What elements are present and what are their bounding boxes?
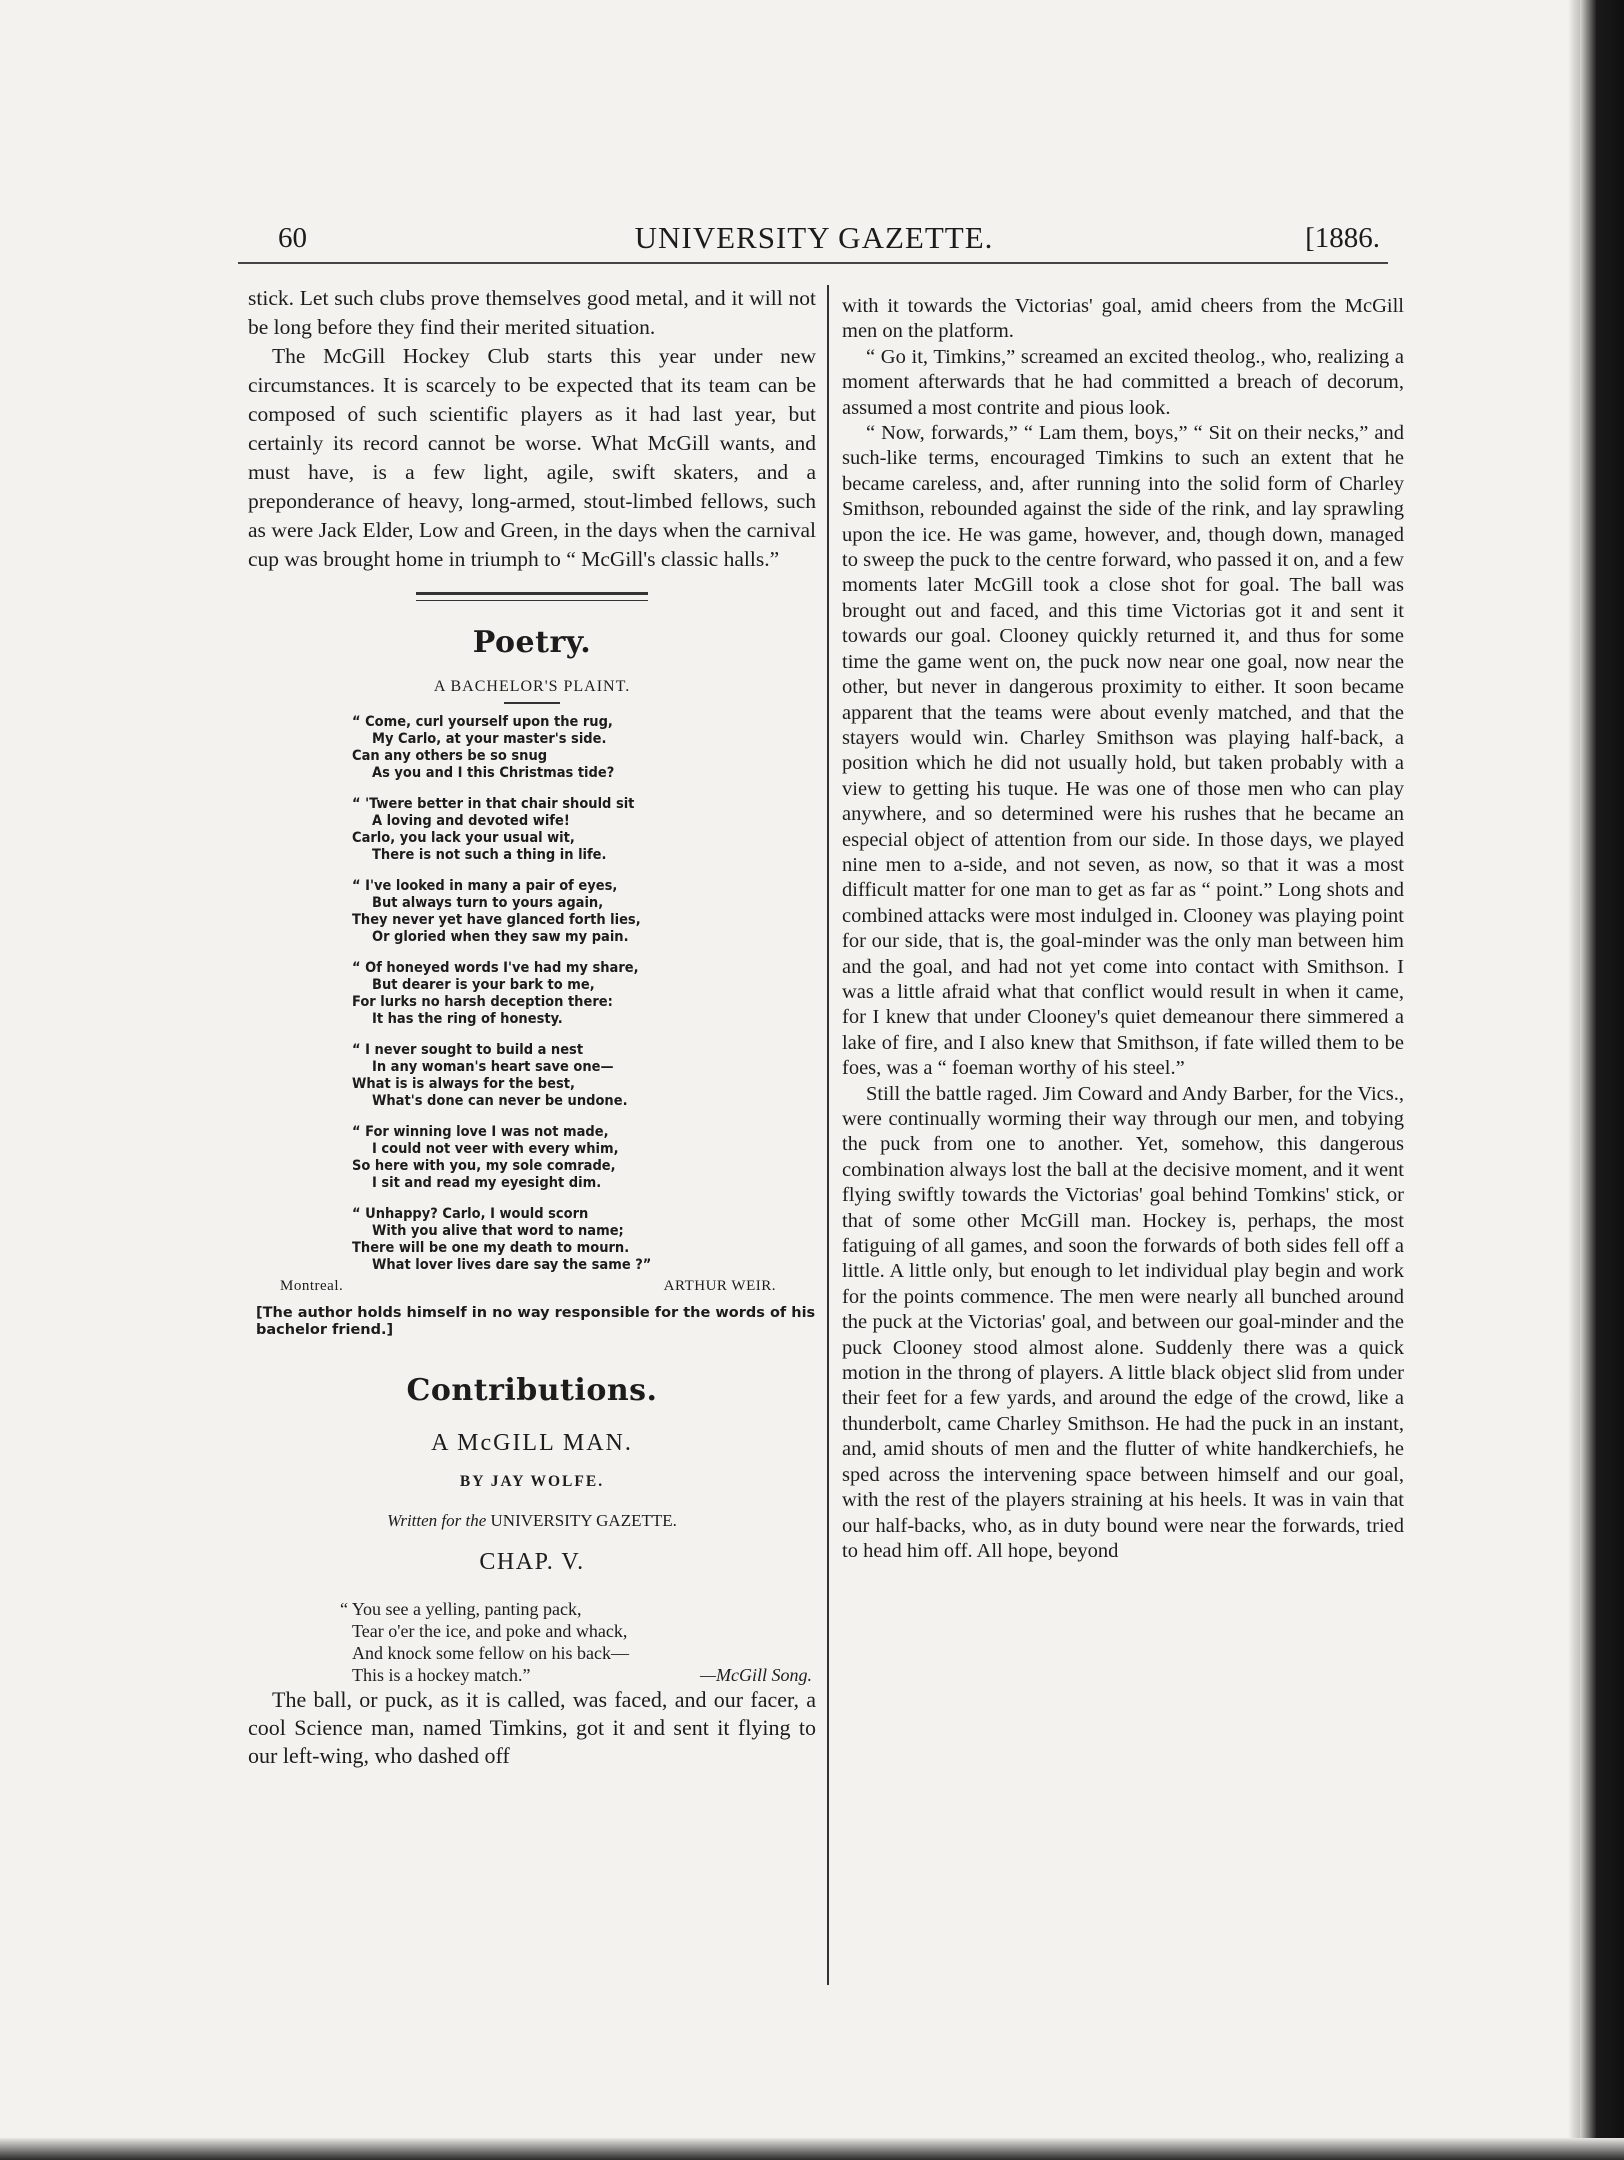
poem-stanza — [352, 1124, 712, 1192]
written-for-line — [248, 1511, 816, 1531]
epigraph-source: —McGill Song. — [700, 1665, 812, 1685]
poem-line: “ 'Twere better in that chair should sit — [352, 796, 635, 812]
epigraph-line: Tear o'er the ice, and poke and whack, — [352, 1621, 628, 1641]
poem-line: In any woman's heart save one— — [372, 1059, 614, 1075]
editor-note: [The author holds himself in no way responsible for the words of his bachelor friend.] — [256, 1305, 816, 1338]
poem-stanza — [352, 714, 712, 782]
article-byline: BY JAY WOLFE. — [459, 1473, 605, 1490]
poem-signature — [280, 1278, 776, 1295]
written-for-italic: Written for the — [387, 1511, 487, 1530]
poem-stanza — [352, 878, 712, 946]
section-rule — [416, 592, 648, 601]
poem-line: What lover lives dare say the same ?” — [372, 1257, 652, 1273]
poem-line: Can any others be so snug — [352, 748, 548, 764]
page-edge — [1580, 0, 1624, 2160]
poem-line: “ I never sought to build a nest — [352, 1042, 584, 1058]
poem-line: My Carlo, at your master's side. — [372, 731, 607, 747]
poem-line: “ Unhappy? Carlo, I would scorn — [352, 1206, 589, 1222]
poem-author: ARTHUR WEIR. — [663, 1278, 776, 1294]
poem-line: I sit and read my eyesight dim. — [372, 1175, 602, 1191]
poem-line: What is is always for the best, — [352, 1076, 575, 1092]
story-paragraph: Still the battle raged. Jim Coward and Andy Barber, for the Vics., were continually worming their way through our men, and tobying the puck from one to another. Yet, somehow, this dangerous combination always lost the ball at the decisive moment, and it went flying swiftly towards the Victorias' goal behind Tomkins' stick, or that of some other McGill man. Hockey is, perhaps, the most fatiguing of all games, and soon the forwards of both sides fell off a little. A little only, but enough to let individual play begin and work for the points commence. The men were nearly all bunched around the puck at the Victorias' goal, and between our goal-minder and the puck Clooney stood almost alone. Suddenly there was a quick motion in the throng of players. A little black object slid from under their feet for a few yards, and around the edge of the crowd, like a thunderbolt, came Charley Smithson. He had the puck in an instant, and, amid shouts of men and the flutter of white handkerchiefs, he sped across the intervening space between himself and our goal, with the rest of the players straining at his heels. It was in vain that our half-backs, who, as in duty bound were near the forwards, tried to head him off. All hope, beyond — [842, 1082, 1404, 1562]
poem-line: Or gloried when they saw my pain. — [372, 929, 629, 945]
poem-place: Montreal. — [280, 1278, 344, 1294]
poem-line: It has the ring of honesty. — [372, 1011, 563, 1027]
poem-stanza — [352, 796, 712, 864]
story-paragraph: with it towards the Victorias' goal, amid cheers from the McGill men on the platform. — [842, 295, 1404, 343]
hockey-club-paragraph: The McGill Hockey Club starts this year under new circumstances. It is scarcely to be expected that its team can be composed of such scientific players as it had last year, but certainly its record cannot be worse. What McGill wants, and must have, is a few light, agile, swift skaters, and a preponderance of heavy, long-armed, stout-limbed fellows, such as were Jack Elder, Low and Green, in the days when the carnival cup was brought home in triumph to “ McGill's classic halls.” — [248, 344, 816, 571]
header-rule — [238, 262, 1388, 264]
chapter-opening-paragraph: The ball, or puck, as it is called, was faced, and our facer, a cool Science man, named Timkins, got it and sent it flying to our left-wing, who dashed off — [248, 1687, 816, 1768]
contributions-heading: Contributions. — [406, 1373, 658, 1408]
written-for-publication: UNIVERSITY GAZETTE. — [490, 1511, 677, 1530]
bottom-edge — [0, 2138, 1624, 2160]
poem-line: For lurks no harsh deception there: — [352, 994, 613, 1010]
article-title: A McGILL MAN. — [431, 1430, 633, 1456]
poem-line: They never yet have glanced forth lies, — [352, 912, 641, 928]
poem-line: I could not veer with every whim, — [372, 1141, 619, 1157]
poem-line: But dearer is your bark to me, — [372, 977, 595, 993]
poem-line: There is not such a thing in life. — [372, 847, 607, 863]
poem-line: “ Of honeyed words I've had my share, — [352, 960, 639, 976]
poem-title: A BACHELOR'S PLAINT. — [433, 678, 631, 695]
poem-line: As you and I this Christmas tide? — [372, 765, 615, 781]
column-divider — [827, 285, 829, 1985]
poem-stanza — [352, 1206, 712, 1274]
epigraph — [340, 1598, 816, 1686]
left-column — [248, 284, 816, 1770]
poem-stanza — [352, 1042, 712, 1110]
poem-title-rule — [504, 702, 560, 704]
poem-line: So here with you, my sole comrade, — [352, 1158, 616, 1174]
poem-line: “ I've looked in many a pair of eyes, — [352, 878, 618, 894]
epigraph-last-line — [340, 1664, 812, 1686]
page-number: 60 — [278, 222, 307, 254]
header-year: [1886. — [1305, 222, 1380, 254]
story-paragraph: “ Now, forwards,” “ Lam them, boys,” “ Sit on their necks,” and such-like terms, encouraged Timkins to such an extent that he became careless, and, after running into the solid form of Charley Smithson, rebounded against the side of the rink, and lay sprawling upon the ice. He was game, however, and, though down, managed to sweep the puck to the centre forward, who passed it on, and a few moments later McGill took a close shot for goal. The ball was brought out and faced, and this time Victorias got it and sent it towards our goal. Clooney quickly returned it, and thus for some time the game went on, the puck now near one goal, now near the other, but never in dangerous proximity to either. It soon became apparent that the teams were about evenly matched, and that the stayers would win. Charley Smithson was playing half-back, a position which he did not usually hold, but taken probably with a view to getting his tuque. He was one of those men who can play anywhere, and so determined were his rushes that he became an especial object of attention from our side. In those days, we played nine men to a-side, and not seven, as now, so that it was a most difficult matter for one man to get as far as “ point.” Long shots and combined attacks were most indulged in. Clooney was playing point for our side, that is, the goal-minder was the only man between him and the goal, and had not yet come into contact with Smithson. I was a little afraid what that conflict would result in when it came, for I knew that under Clooney's quiet demeanour there simmered a lake of fire, and I also knew that Smithson, if fate willed them to be foes, was a “ foeman worthy of his steel.” — [842, 422, 1404, 1080]
epigraph-line: And knock some fellow on his back— — [352, 1643, 629, 1663]
poem-stanza — [352, 960, 712, 1028]
intro-paragraph: stick. Let such clubs prove themselves good metal, and it will not be long before they find their merited situation. — [248, 286, 816, 339]
poetry-heading: Poetry. — [472, 625, 592, 660]
chapter-heading: CHAP. V. — [479, 1549, 585, 1575]
right-column — [842, 294, 1404, 1564]
poem-line: There will be one my death to mourn. — [352, 1240, 630, 1256]
poem-line: But always turn to yours again, — [372, 895, 604, 911]
publication-title: UNIVERSITY GAZETTE. — [634, 220, 994, 255]
poem-line: “ For winning love I was not made, — [352, 1124, 609, 1140]
running-header — [238, 218, 1390, 258]
story-paragraph: “ Go it, Timkins,” screamed an excited theolog., who, realizing a moment afterwards that he had committed a breach of decorum, assumed a most contrite and pious look. — [842, 345, 1404, 419]
poem-line: A loving and devoted wife! — [372, 813, 570, 829]
epigraph-line: This is a hockey match.” — [352, 1665, 531, 1685]
poem-line: “ Come, curl yourself upon the rug, — [352, 714, 613, 730]
epigraph-line: “ You see a yelling, panting pack, — [340, 1599, 582, 1619]
poem-line: With you alive that word to name; — [372, 1223, 624, 1239]
poem-line: Carlo, you lack your usual wit, — [352, 830, 575, 846]
poem-line: What's done can never be undone. — [372, 1093, 628, 1109]
